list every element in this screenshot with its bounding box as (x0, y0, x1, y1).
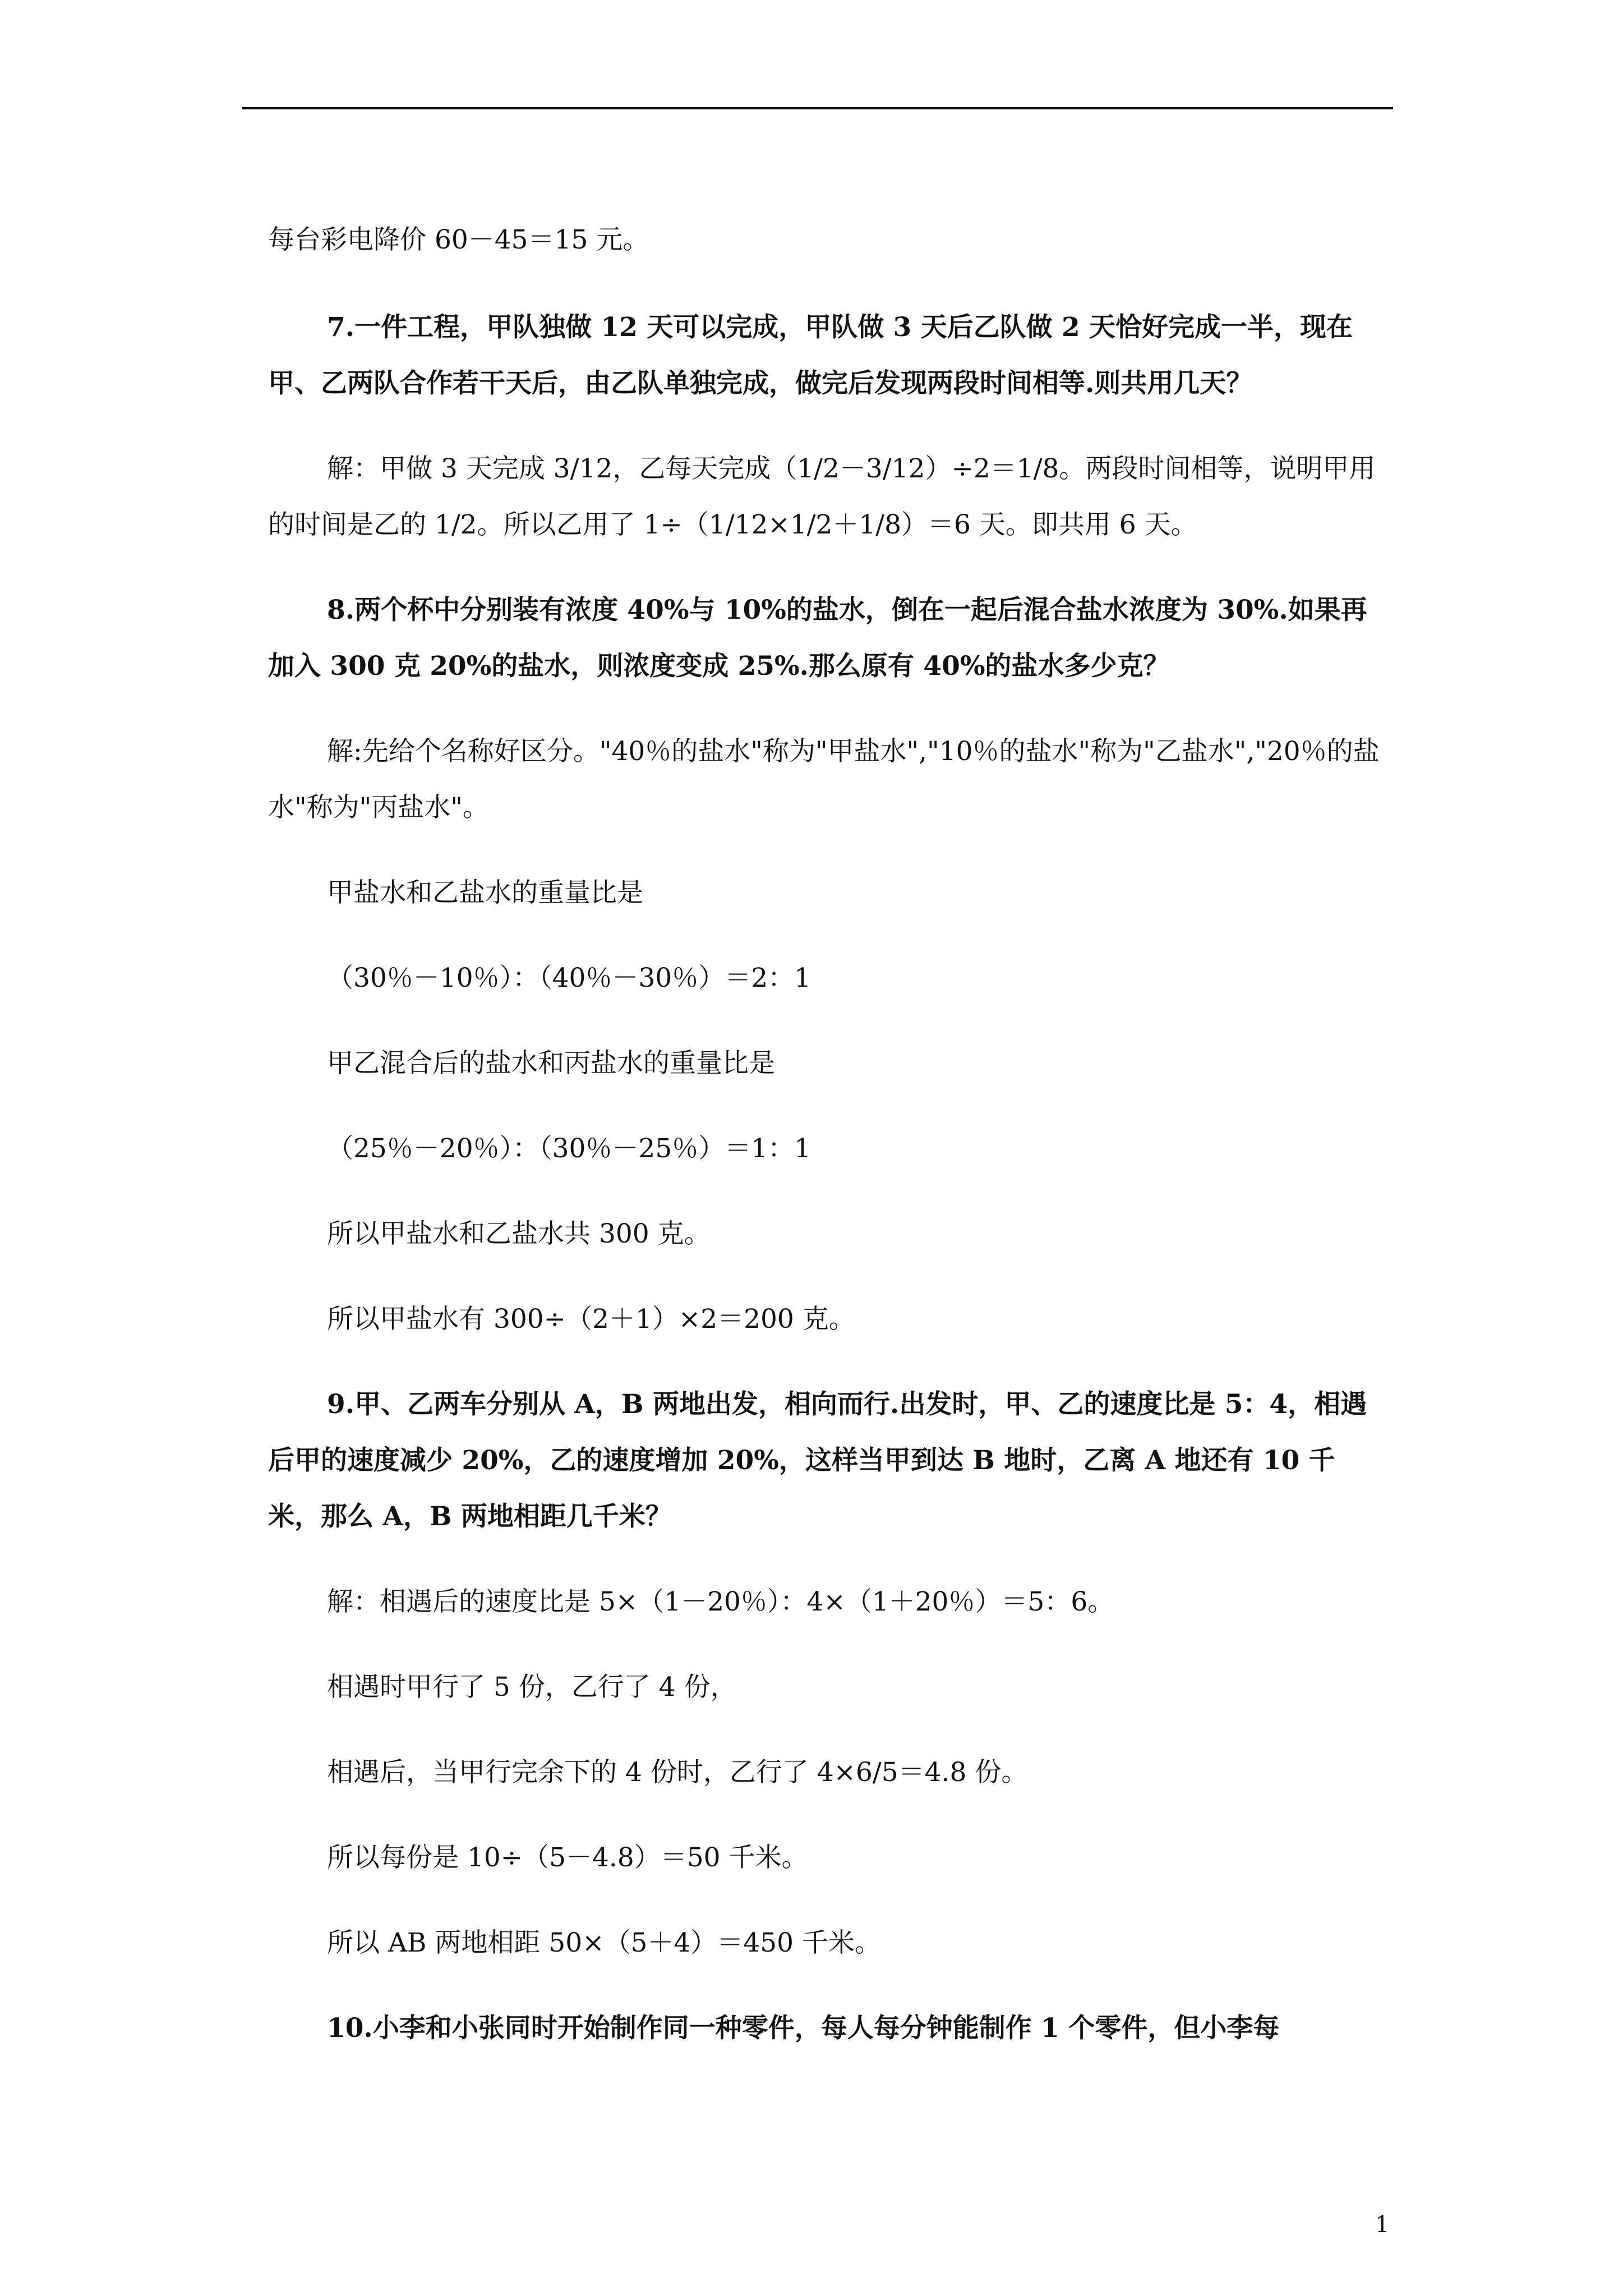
answer-9-line-2: 相遇时甲行了 5 份，乙行了 4 份， (327, 1672, 737, 1703)
answer-7: 解：甲做 3 天完成 3/12，乙每天完成（1/2－3/12）÷2＝1/8。两段时间相等，说明甲用的时间是乙的 1/2。所以乙用了 1÷（1/12×1/2＋1/8）＝6 天。即共用 6 天。 (268, 453, 1376, 540)
question-10: 10.小李和小张同时开始制作同一种零件，每人每分钟能制作 1 个零件，但小李每 (327, 2013, 1280, 2044)
answer-8-line-1: 解:先给个名称好区分。"40％的盐水"称为"甲盐水","10％的盐水"称为"乙盐水","20％的盐水"称为"丙盐水"。 (268, 736, 1380, 823)
answer-8-line-5: （25％－20％）：（30％－25％）＝1：1 (327, 1133, 811, 1164)
previous-answer-tail: 每台彩电降价 60－45＝15 元。 (268, 224, 649, 255)
question-7: 7.一件工程，甲队独做 12 天可以完成，甲队做 3 天后乙队做 2 天恰好完成一半，现在甲、乙两队合作若干天后，由乙队单独完成，做完后发现两段时间相等.则共用几天？ (268, 312, 1353, 399)
answer-9-line-3: 相遇后，当甲行完余下的 4 份时，乙行了 4×6/5＝4.8 份。 (327, 1757, 1028, 1788)
answer-8-line-6: 所以甲盐水和乙盐水共 300 克。 (327, 1218, 711, 1249)
answer-8-line-2: 甲盐水和乙盐水的重量比是 (327, 877, 643, 908)
question-8: 8.两个杯中分别装有浓度 40%与 10%的盐水，倒在一起后混合盐水浓度为 30%.如果再加入 300 克 20%的盐水，则浓度变成 25%.那么原有 40%的盐水多少克？ (268, 595, 1367, 682)
answer-8-line-3: （30％－10％）：（40％－30％）＝2：1 (327, 963, 811, 993)
answer-9-line-1: 解：相遇后的速度比是 5×（1－20％）：4×（1＋20％）＝5：6。 (327, 1586, 1114, 1617)
answer-8-line-7: 所以甲盐水有 300÷（2＋1）×2＝200 克。 (327, 1304, 855, 1335)
question-9: 9.甲、乙两车分别从 A，B 两地出发，相向而行.出发时，甲、乙的速度比是 5：4，相遇后甲的速度减少 20%，乙的速度增加 20%，这样当甲到达 B 地时，乙离 A 地还有 10 千米，那么 A，B 两地相距几千米？ (268, 1389, 1367, 1532)
page-content (268, 212, 1384, 2056)
page-number: 1 (1375, 2212, 1390, 2238)
answer-8-line-4: 甲乙混合后的盐水和丙盐水的重量比是 (327, 1048, 775, 1079)
answer-9-line-5: 所以 AB 两地相距 50×（5＋4）＝450 千米。 (327, 1927, 881, 1958)
header-rule (242, 107, 1393, 109)
answer-9-line-4: 所以每份是 10÷（5－4.8）＝50 千米。 (327, 1842, 808, 1873)
